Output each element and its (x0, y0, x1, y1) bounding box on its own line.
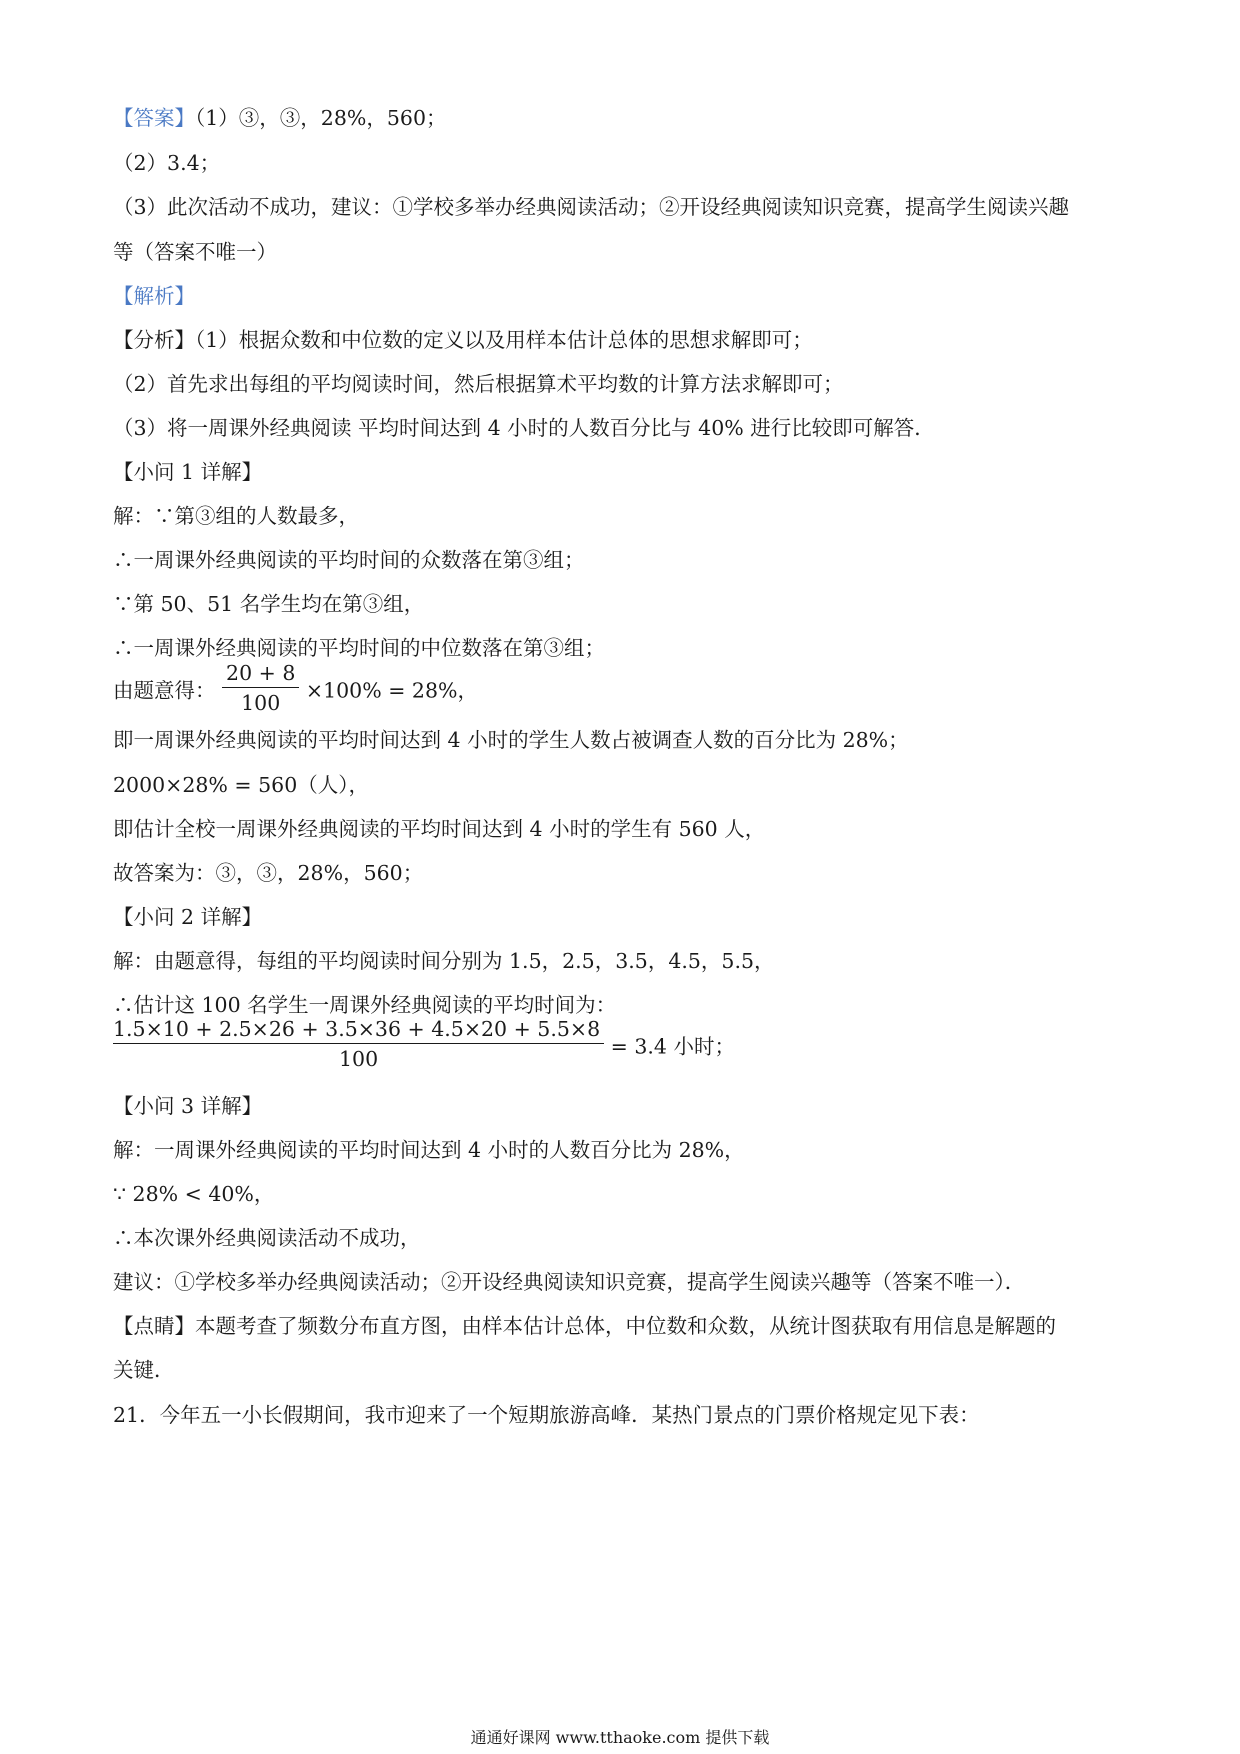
answer-label: 【答案】 (113, 106, 195, 130)
q1-line-8: 即估计全校一周课外经典阅读的平均时间达到 4 小时的学生有 560 人， (113, 817, 766, 841)
answer-line-1 (113, 104, 447, 132)
q3-line-2: ∵ 28% < 40%， (113, 1182, 275, 1206)
comment-label: 【点睛】 (113, 1314, 195, 1338)
fenxi-item-1: （1）根据众数和中位数的定义以及用样本估计总体的思想求解即可； (195, 328, 813, 352)
q2-line-1: 解：由题意得，每组的平均阅读时间分别为 1.5，2.5，3.5，4.5，5.5， (113, 949, 775, 973)
next-question: 21．今年五一小长假期间，我市迎来了一个短期旅游高峰．某热门景点的门票价格规定见下表： (113, 1403, 980, 1427)
q1-fraction-denominator: 100 (241, 691, 281, 715)
fenxi-item-2: （2）首先求出每组的平均阅读时间，然后根据算术平均数的计算方法求解即可； (113, 372, 844, 396)
comment-text: 本题考查了频数分布直方图，由样本估计总体，中位数和众数，从统计图获取有用信息是解题的 (195, 1314, 1056, 1338)
q2-line-2: ∴估计这 100 名学生一周课外经典阅读的平均时间为： (113, 993, 617, 1017)
q1-line-7: 2000×28% = 560（人）， (113, 773, 369, 797)
q2-formula-suffix: = 3.4 小时； (610, 1034, 735, 1059)
q1-line-4: ∴一周课外经典阅读的平均时间的中位数落在第③组； (113, 636, 605, 660)
fenxi-line-1 (113, 326, 813, 354)
q2-fraction-denominator: 100 (338, 1047, 379, 1071)
q2-fraction-numerator: 1.5×10 + 2.5×26 + 3.5×36 + 4.5×20 + 5.5×8 (113, 1016, 604, 1044)
q1-fraction (222, 660, 299, 717)
answer-part-1: （1）③，③，28%，560； (195, 106, 447, 130)
footer-source: 通通好课网 www.tthaoke.com 提供下载 (470, 1728, 770, 1747)
q1-line-1: 解：∵第③组的人数最多， (113, 504, 359, 528)
q1-line-2: ∴一周课外经典阅读的平均时间的众数落在第③组； (113, 548, 585, 572)
q1-heading: 【小问 1 详解】 (113, 460, 263, 484)
comment-line-1 (113, 1312, 1056, 1340)
q1-line-6: 即一周课外经典阅读的平均时间达到 4 小时的学生人数占被调查人数的百分比为 28%； (113, 728, 909, 752)
comment-line-2: 关键． (113, 1358, 175, 1382)
fenxi-label: 【分析】 (113, 328, 195, 352)
q1-formula-line (113, 660, 478, 717)
q1-line-3: ∵第 50、51 名学生均在第③组， (113, 592, 425, 616)
q1-line-9: 故答案为：③，③，28%，560； (113, 861, 424, 885)
fenxi-item-3: （3）将一周课外经典阅读 平均时间达到 4 小时的人数百分比与 40% 进行比较即可解答． (113, 416, 935, 440)
q2-formula-line (113, 1016, 735, 1073)
q1-formula-suffix: ×100% = 28%， (305, 678, 478, 703)
answer-part-3-continued: 等（答案不唯一） (113, 240, 277, 264)
q3-line-4: 建议：①学校多举办经典阅读活动；②开设经典阅读知识竞赛，提高学生阅读兴趣等（答案不唯一）． (113, 1270, 1026, 1294)
answer-part-3: （3）此次活动不成功，建议：①学校多举办经典阅读活动；②开设经典阅读知识竞赛，提高学生阅读兴趣 (113, 195, 1070, 219)
q2-heading: 【小问 2 详解】 (113, 905, 263, 929)
analysis-label: 【解析】 (113, 284, 195, 308)
q1-fraction-numerator: 20 + 8 (222, 660, 299, 688)
q3-line-3: ∴本次课外经典阅读活动不成功， (113, 1226, 421, 1250)
q3-line-1: 解：一周课外经典阅读的平均时间达到 4 小时的人数百分比为 28%， (113, 1138, 745, 1162)
q1-formula-prefix: 由题意得： (113, 678, 216, 703)
q3-heading: 【小问 3 详解】 (113, 1094, 263, 1118)
q2-fraction (113, 1016, 604, 1073)
answer-part-2: （2）3.4； (113, 151, 221, 175)
